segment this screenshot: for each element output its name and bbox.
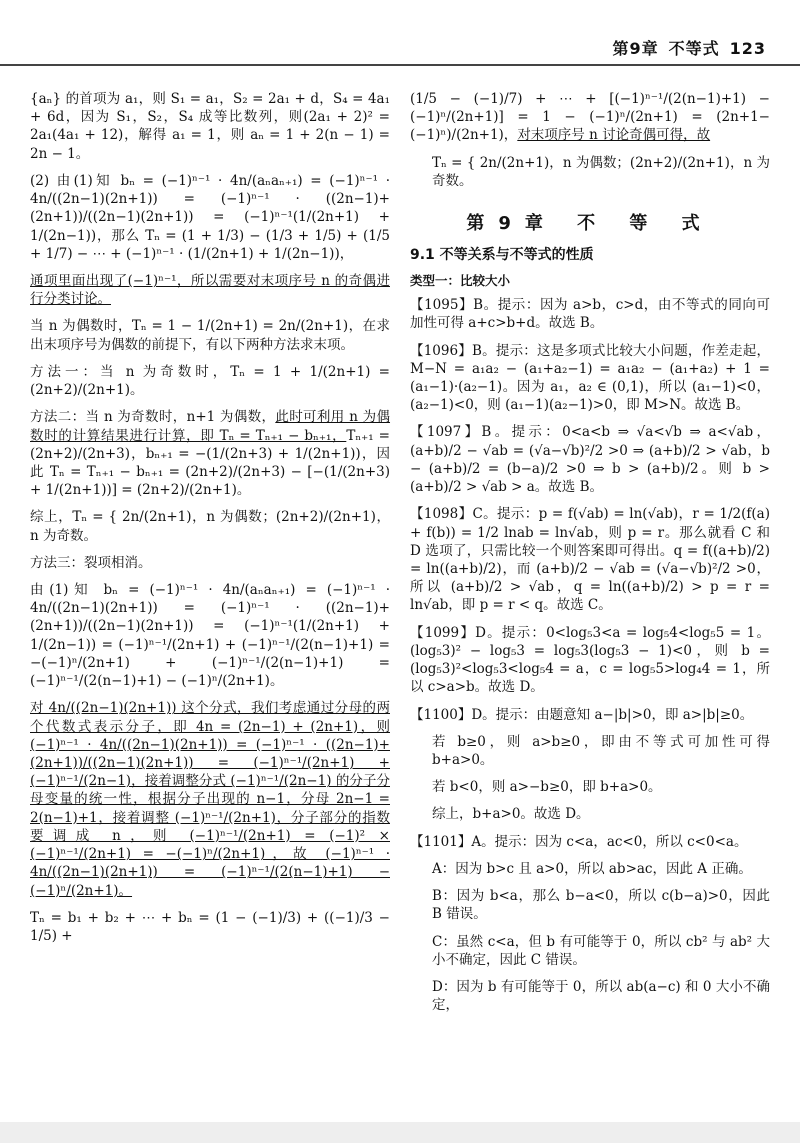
answer-1097: 【1097】B。提示：0<a<b ⇒ √a<√b ⇒ a<√ab，(a+b)/2 − √ab = (√a−√b)²/2 >0 ⇒ (a+b)/2 > √ab，b − (a+b)/2 = (b−a)/2 >0 ⇒ b > (a+b)/2。则 b > (a+b)/2 > √ab > a。故选 B。 xyxy=(410,424,770,496)
solution-continuation-calc: (1/5 − (−1)/7) + ⋯ + [(−1)ⁿ⁻¹/(2(n−1)+1) − (−1)ⁿ/(2n+1)] = 1 − (−1)ⁿ/(2n+1) = (2n+1−(−1)ⁿ)/(2n+1)， xyxy=(410,91,770,144)
solution-continuation-note: 对末项序号 n 讨论奇偶可得，故 xyxy=(517,127,711,144)
header-title: 不等式 xyxy=(668,39,720,58)
method-two-calc: Tₙ₊₁ = (2n+2)/(2n+3)，bₙ₊₁ = −(1/(2n+3) + 1/(2n+1))，因此 Tₙ = Tₙ₊₁ − bₙ₊₁ = (2n+2)/(2n+3) − [−(1/(2n+3) + 1/(2n+1))] = (2n+2)/(2n+1)。 xyxy=(30,427,390,499)
solution-paragraph: (2) 由(1)知 bₙ = (−1)ⁿ⁻¹ · 4n/(aₙaₙ₊₁) = (−1)ⁿ⁻¹ · 4n/((2n−1)(2n+1)) = (−1)ⁿ⁻¹ · ((2n−1)+(2n+1))/((2n−1)(2n+1)) = (−1)ⁿ⁻¹(1/(2n+1) + 1/(2n−1))，那么 Tₙ = (1 + 1/3) − (1/3 + 1/5) + (1/5 + 1/7) − ⋯ + (−1)ⁿ⁻¹ · (1/(2n+1) + 1/(2n−1))， xyxy=(30,172,390,262)
method-one: 方法一：当 n 为奇数时，Tₙ = 1 + 1/(2n+1) = (2n+2)/(2n+1)。 xyxy=(30,363,390,399)
answer-1101: 【1101】A。提示：因为 c<a，ac<0，所以 c<0<a。 xyxy=(410,833,748,850)
answer-1099: 【1099】D。提示：0<log₅3<a = log₅4<log₅5 = 1。(log₅3)² − log₅3 = log₅3(log₅3 − 1)<0，则 b = (log₅3)²<log₅3<log₅4 = a，c = log₅5>log₄4 = 1，所以 c>a>b。故选 D。 xyxy=(410,624,770,696)
solution-note: 通项里面出现了(−1)ⁿ⁻¹，所以需要对末项序号 n 的奇偶进行分类讨论。 xyxy=(30,272,390,308)
section-title: 9.1 不等关系与不等式的性质 xyxy=(410,247,594,264)
method-two-intro: 方法二：当 n 为奇数时，n+1 为偶数， xyxy=(30,409,276,426)
solution-paragraph: 当 n 为偶数时，Tₙ = 1 − 1/(2n+1) = 2n/(2n+1)，在求出末项序号为偶数的前提下，有以下两种方法求末项。 xyxy=(30,318,390,353)
right-column xyxy=(410,90,770,1023)
answer-line: 若 b≥0，则 a>b≥0，即由不等式可加性可得 b+a>0。 xyxy=(432,733,770,768)
answer-1095: 【1095】B。提示：因为 a>b，c>d，由不等式的同向可加性可得 a+c>b+d。故选 B。 xyxy=(410,297,770,332)
summary-case: Tₙ = { 2n/(2n+1)，n 为偶数；(2n+2)/(2n+1)，n 为奇数。 xyxy=(432,154,770,189)
header-divider xyxy=(0,64,800,66)
solution-note: 对 4n/((2n−1)(2n+1)) 这个分式，我们考虑通过分母的两个代数式表示分子，即 4n = (2n−1) + (2n+1)，则 (−1)ⁿ⁻¹ · 4n/((2n−1)(2n+1)) = (−1)ⁿ⁻¹ · ((2n−1)+(2n+1))/((2n−1)(2n+1)) = (−1)ⁿ⁻¹/(2n+1) + (−1)ⁿ⁻¹/(2n−1)，接着调整分式 (−1)ⁿ⁻¹/(2n−1) 的分子分母变量的统一性，根据分子出现的 n−1，分母 2n−1 = 2(n−1)+1，接着调整 (−1)ⁿ⁻¹/(2n+1)，分子部分的指数要调成 n，则 (−1)ⁿ⁻¹/(2n+1) = (−1)² × (−1)ⁿ⁻¹/(2n+1) = −(−1)ⁿ/(2n+1)，故 (−1)ⁿ⁻¹ · 4n/((2n−1)(2n+1)) = (−1)ⁿ⁻¹/(2(n−1)+1) − (−1)ⁿ/(2n+1)。 xyxy=(30,700,390,899)
solution-continuation xyxy=(410,90,770,145)
answer-line: A：因为 b>c 且 a>0，所以 ab>ac，因此 A 正确。 xyxy=(432,860,752,877)
method-two-note: 此时可利用 n 为偶数时的计算结果进行计算，即 Tₙ = Tₙ₊₁ − bₙ₊₁， xyxy=(30,409,391,444)
solution-paragraph: {aₙ} 的首项为 a₁，则 S₁ = a₁，S₂ = 2a₁ + d，S₄ = 4a₁ + 6d，因为 S₁，S₂，S₄ 成等比数列，则(2a₁ + 2)² = 2a₁(4a₁ + 12)，解得 a₁ = 1，则 aₙ = 1 + 2(n − 1) = 2n − 1。 xyxy=(30,91,390,162)
type-title: 类型一：比较大小 xyxy=(410,273,511,289)
answer-line: D：因为 b 有可能等于 0，所以 ab(a−c) 和 0 大小不确定， xyxy=(432,978,770,1014)
answer-line: C：虽然 c<a，但 b 有可能等于 0，所以 cb² 与 ab² 大小不确定，因此 C 错误。 xyxy=(432,933,770,968)
answer-1098: 【1098】C。提示：p = f(√ab) = ln(√ab)，r = 1/2(f(a) + f(b)) = 1/2 lnab = ln√ab，则 p = r。那么就看 C 和 D 选项了，只需比较一个则答案即可得出。q = f((a+b)/2) = ln((a+b)/2)，而 (a+b)/2 − √ab = (√a−√b)²/2 >0，所以 (a+b)/2 > √ab，q = ln((a+b)/2) > p = r = ln√ab，即 p = r < q。故选 C。 xyxy=(410,506,770,614)
chapter-title: 第9章 不 等 式 xyxy=(466,213,714,235)
answer-1096: 【1096】B。提示：这是多项式比较大小问题，作差走起，M−N = a₁a₂ − (a₁+a₂−1) = a₁a₂ − (a₁+a₂) + 1 = (a₁−1)·(a₂−1)。因为 a₁，a₂ ∈ (0,1)，所以 (a₁−1)<0，(a₂−1)<0，则 (a₁−1)(a₂−1)>0，即 M>N。故选 B。 xyxy=(410,342,770,414)
solution-paragraph: Tₙ = b₁ + b₂ + ⋯ + bₙ = (1 − (−1)/3) + ((−1)/3 − 1/5) + xyxy=(30,909,390,944)
page-bottom-edge xyxy=(0,1122,800,1143)
method-two xyxy=(30,408,390,499)
left-column xyxy=(30,90,390,954)
answer-line: 综上，b+a>0。故选 D。 xyxy=(432,806,590,823)
header-chapter: 第9章 xyxy=(612,39,659,58)
solution-paragraph: 由(1)知 bₙ = (−1)ⁿ⁻¹ · 4n/(aₙaₙ₊₁) = (−1)ⁿ⁻¹ · 4n/((2n−1)(2n+1)) = (−1)ⁿ⁻¹ · ((2n−1)+(2n+1))/((2n−1)(2n+1)) = (−1)ⁿ⁻¹(1/(2n+1) + 1/(2n−1)) = (−1)ⁿ⁻¹/(2n+1) + (−1)ⁿ⁻¹/(2(n−1)+1) = −(−1)ⁿ/(2n+1) + (−1)ⁿ⁻¹/(2(n−1)+1) = (−1)ⁿ⁻¹/(2(n−1)+1) − (−1)ⁿ/(2n+1)。 xyxy=(30,582,390,690)
running-header xyxy=(602,38,766,60)
answer-1100: 【1100】D。提示：由题意知 a−|b|>0，即 a>|b|≥0。 xyxy=(410,706,754,723)
summary-case: 综上，Tₙ = { 2n/(2n+1)，n 为偶数；(2n+2)/(2n+1)，n 为奇数。 xyxy=(30,509,390,544)
page-number: 123 xyxy=(729,39,766,58)
answer-line: 若 b<0，则 a>−b≥0，即 b+a>0。 xyxy=(432,779,662,796)
method-three: 方法三：裂项相消。 xyxy=(30,554,152,571)
answer-line: B：因为 b<a，那么 b−a<0，所以 c(b−a)>0，因此 B 错误。 xyxy=(432,888,770,923)
